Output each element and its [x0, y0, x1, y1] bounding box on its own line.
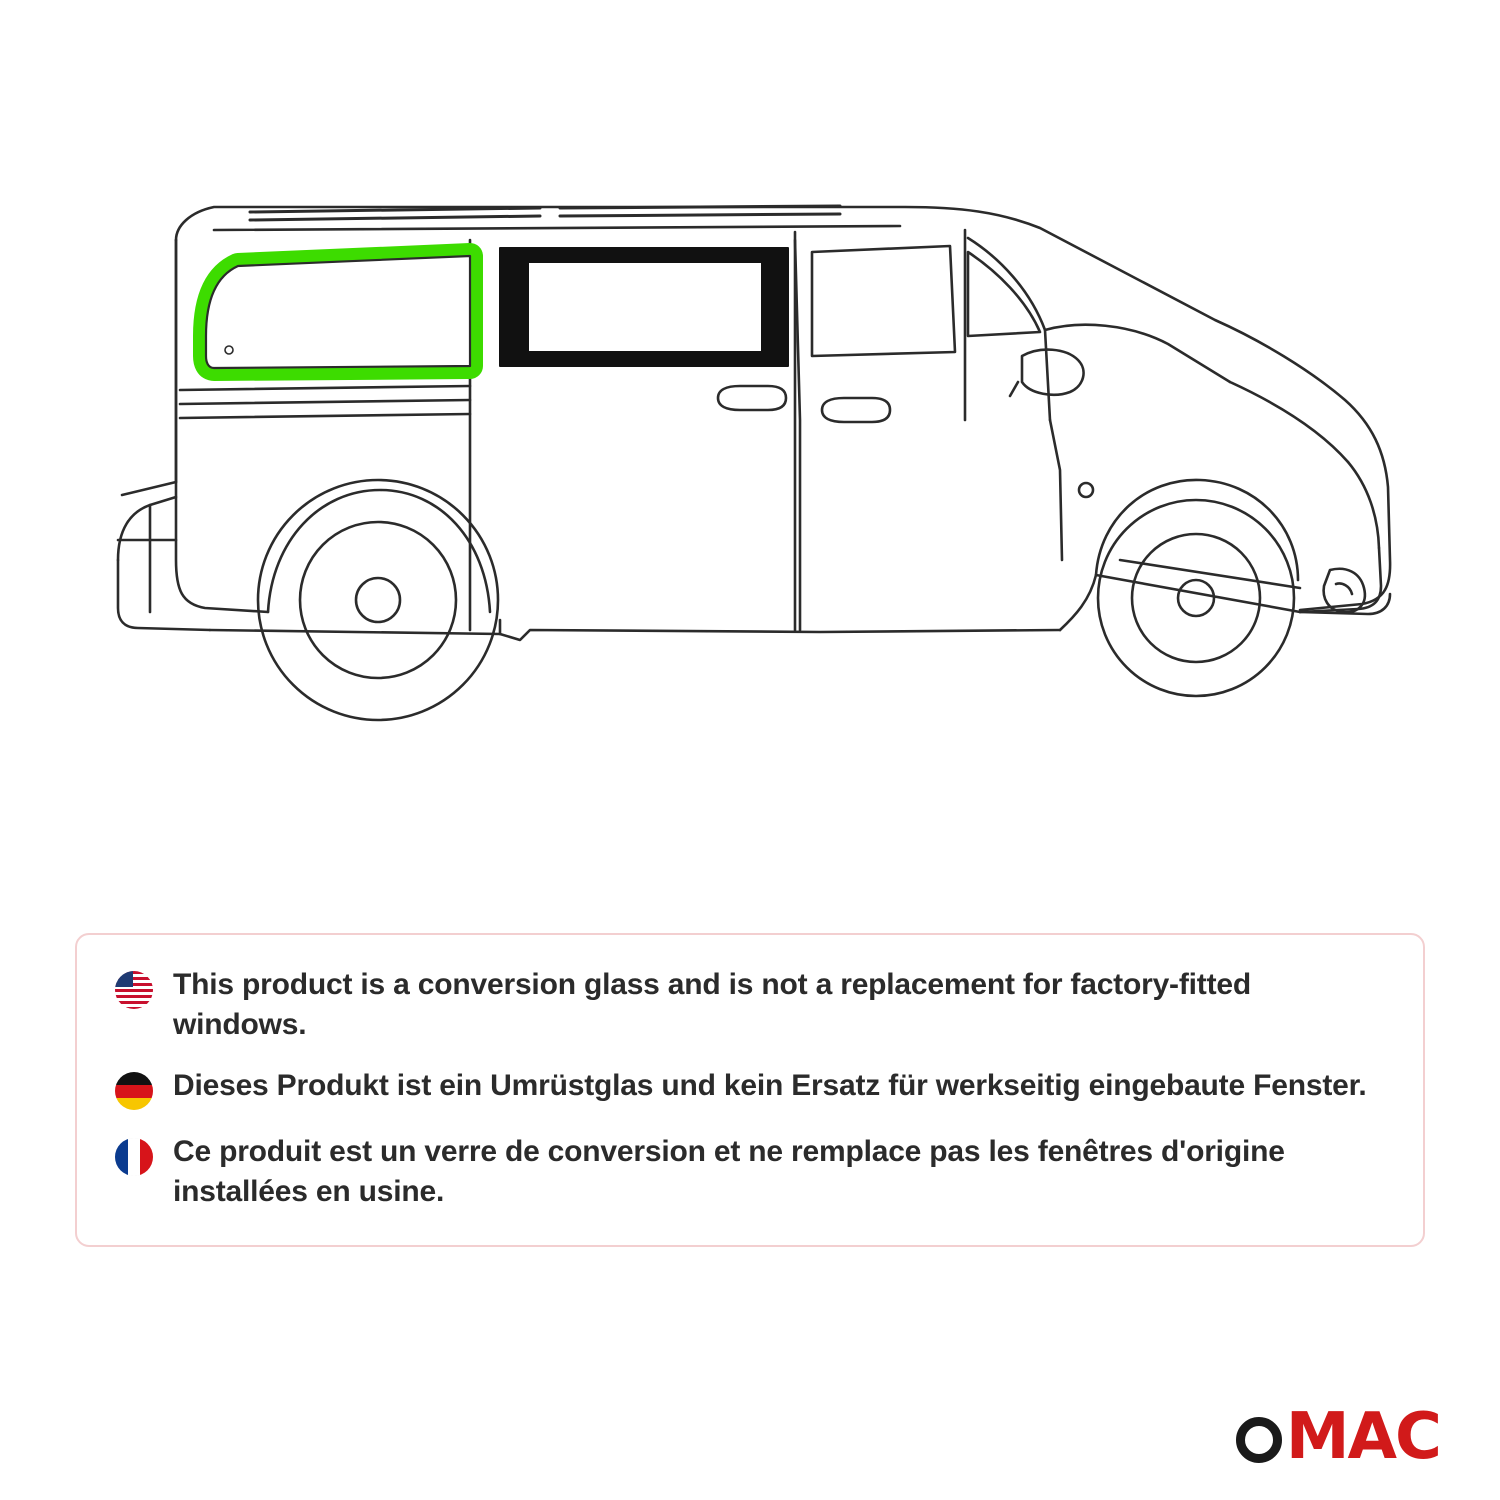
notice-row-french	[115, 1132, 1385, 1211]
de-flag-icon	[115, 1072, 153, 1110]
notice-row-english	[115, 965, 1385, 1044]
multilingual-notice-box	[75, 933, 1425, 1247]
us-flag-icon	[115, 971, 153, 1009]
omac-brand-logo	[1236, 1402, 1440, 1472]
notice-text-english: This product is a conversion glass and is not a replacement for factory-fitted windows.	[173, 968, 1251, 1041]
notice-text-french: Ce produit est un verre de conversion et ne remplace pas les fenêtres d'origine installées en usine.	[173, 1135, 1285, 1208]
logo-ring-icon	[1236, 1417, 1282, 1463]
notice-row-german	[115, 1066, 1385, 1110]
fr-flag-icon	[115, 1138, 153, 1176]
notice-text-german: Dieses Produkt ist ein Umrüstglas und kein Ersatz für werkseitig eingebaute Fenster.	[173, 1069, 1367, 1103]
logo-text	[1285, 1400, 1440, 1474]
logo-text-accent: MAC	[1285, 1400, 1440, 1474]
